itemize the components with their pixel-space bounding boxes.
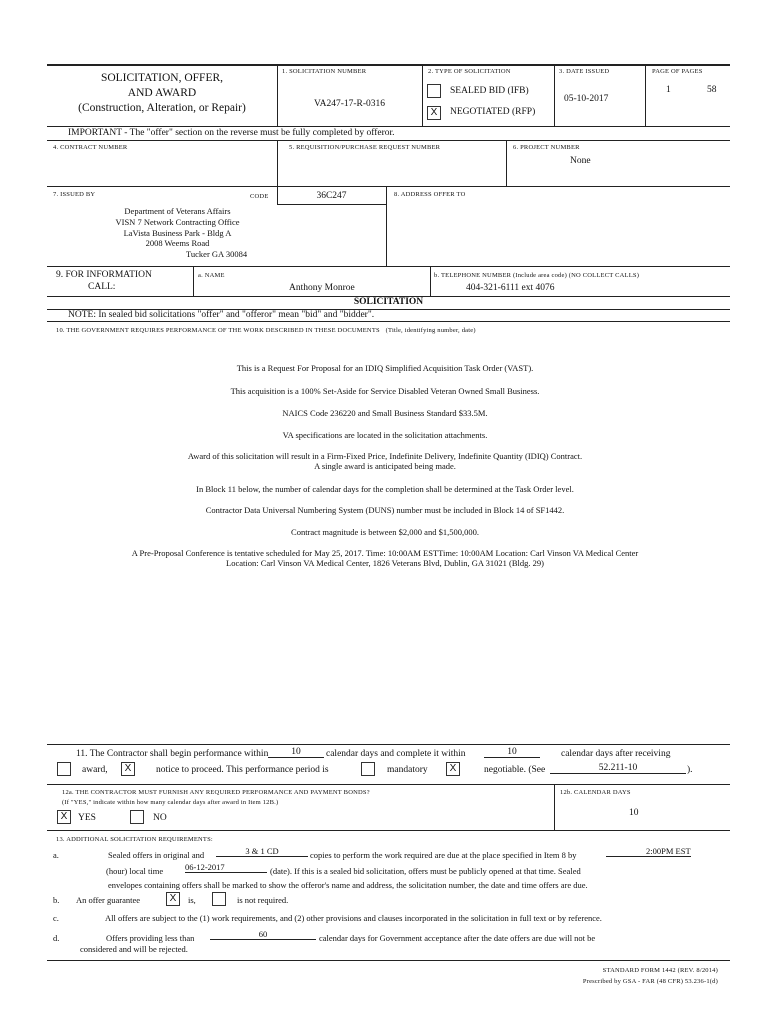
header-divider-2 [422,64,423,126]
guarantee-is-label: is, [188,895,196,905]
solicitation-number-label: 1. SOLICITATION NUMBER [282,68,367,75]
clause-close: ). [687,765,693,775]
item-d-text-3: considered and will be rejected. [80,944,188,954]
guarantee-not-checkbox[interactable] [212,892,226,906]
body-paragraph-4: VA specifications are located in the solicitation attachments. [282,430,488,440]
body-paragraph-11: Location: Carl Vinson VA Medical Center, 1826 Veterans Blvd, Dublin, GA 31021 (Bldg. 29) [226,558,544,568]
item-c-letter: c. [53,913,59,923]
bonds-no-checkbox[interactable] [130,810,144,824]
important-note: IMPORTANT - The "offer" section on the reverse must be fully completed by offeror. [68,128,395,138]
header-divider-3 [554,64,555,126]
body-paragraph-6: A single award is anticipated being made. [314,461,456,471]
negotiated-checkbox[interactable]: X [427,106,441,120]
form-title-line3: (Construction, Alteration, or Repair) [78,102,246,114]
item-d-text-2: calendar days for Government acceptance after the date offers are due will not be [319,933,596,943]
calendar-days-label: 12b. CALENDAR DAYS [560,789,631,796]
bottom-border [47,960,730,961]
award-checkbox[interactable] [57,762,71,776]
page-number: 1 [666,85,671,95]
header-divider-1 [277,64,278,126]
negotiable-checkbox[interactable]: X [446,762,460,776]
issued-by-label: 7. ISSUED BY [53,191,96,198]
due-time: 2:00PM EST [606,846,691,857]
bonds-yes-label: YES [78,813,96,823]
header-bottom-line [47,126,730,127]
project-number-label: 6. PROJECT NUMBER [513,144,580,151]
row7-top-line [47,186,730,187]
acceptance-days: 60 [210,929,316,940]
item-a-text-2: copies to perform the work required are due at the place specified in Item 8 by [310,850,577,860]
body-paragraph-3: NAICS Code 236220 and Small Business Standard $33.5M. [282,408,488,418]
negotiated-label: NEGOTIATED (RFP) [450,107,536,117]
sealed-bid-checkbox[interactable] [427,84,441,98]
note-bottom-line [47,321,730,322]
total-pages: 58 [707,85,717,95]
issuer-address-line3: LaVista Business Park - Bldg A [123,228,232,238]
code-label: CODE [250,193,269,200]
top-border [47,64,730,66]
body-paragraph-2: This acquisition is a 100% Set-Aside for Service Disabled Veteran Owned Small Business. [230,386,540,396]
block11-text-2: calendar days and complete it within [326,749,466,759]
form-title-line2: AND AWARD [127,87,197,99]
requisition-number-label: 5. REQUISITION/PURCHASE REQUEST NUMBER [289,144,441,151]
notice-to-proceed-label: notice to proceed. This performance period is [156,765,329,775]
calendar-days-value: 10 [629,808,639,818]
contact-name: Anthony Monroe [289,283,355,293]
solicitation-number: VA247-17-R-0316 [313,99,386,109]
item-b-letter: b. [53,895,60,905]
contact-name-label: a. NAME [198,272,225,279]
far-clause-reference: 52.211-10 [550,763,686,774]
contract-number-label: 4. CONTRACT NUMBER [53,144,128,151]
info-call-label-line1: 9. FOR INFORMATION [56,270,152,280]
offer-guarantee-label: An offer guarantee [76,895,141,905]
item-a-text-3: (date). If this is a sealed bid solicitation, offers must be publicly opened at that time. Sealed [270,866,581,876]
block12-divider [554,784,555,830]
mandatory-checkbox[interactable] [361,762,375,776]
award-label: award, [82,765,108,775]
header-divider-4 [645,64,646,126]
row9-divider-1 [193,266,194,296]
body-paragraph-8: Contractor Data Universal Numbering System (DUNS) number must be included in Block 14 of SF1442. [205,505,565,515]
block8-divider [386,186,387,266]
due-date: 06-12-2017 [185,862,267,873]
start-days: 10 [268,747,324,758]
hour-local-time: (hour) local time [106,866,164,876]
body-paragraph-5: Award of this solicitation will result in a Firm-Fixed Price, Indefinite Delivery, Indefinite Quantity (IDIQ) Contract. [187,451,583,461]
issuer-address-line5: Tucker GA 30084 [186,249,248,259]
body-paragraph-10: A Pre-Proposal Conference is tentative scheduled for May 25, 2017. Time: 10:00AM ESTTime: 10:00AM Location: Carl Vinson VA Medical Center [131,548,639,558]
type-of-solicitation-label: 2. TYPE OF SOLICITATION [428,68,511,75]
solicitation-heading: SOLICITATION [353,297,424,307]
block13-top-line [47,830,730,831]
copies-count: 3 & 1 CD [216,846,308,857]
issuer-code: 36C247 [316,191,347,201]
item-a-text-4: envelopes containing offers shall be marked to show the offeror's name and address, the solicitation number, the date and time offers are due. [108,880,588,890]
issuer-address-line1: Department of Veterans Affairs [124,206,231,216]
block10-label-text: 10. THE GOVERNMENT REQUIRES PERFORMANCE OF THE WORK DESCRIBED IN THESE DOCUMENTS [56,327,380,334]
sealed-bid-label: SEALED BID (IFB) [450,86,529,96]
date-issued-label: 3. DATE ISSUED [559,68,610,75]
block10-label-suffix: (Title, identifying number, date) [385,327,476,334]
telephone-label: b. TELEPHONE NUMBER (Include area code) (NO COLLECT CALLS) [434,272,640,279]
bonds-no-label: NO [153,813,167,823]
guarantee-is-checkbox[interactable]: X [166,892,180,906]
sealed-bid-note: NOTE: In sealed bid solicitations "offer" and "offeror" mean "bid" and "bidder". [68,310,375,320]
mandatory-label: mandatory [387,765,428,775]
body-paragraph-1: This is a Request For Proposal for an IDIQ Simplified Acquisition Task Order (VAST). [236,363,534,373]
issuer-address-line2: VISN 7 Network Contracting Office [115,217,240,227]
prescribed-by: Prescribed by GSA - FAR (48 CFR) 53.236-1(d) [582,978,718,985]
item-d-text-1: Offers providing less than [106,933,195,943]
form-title-line1: SOLICITATION, OFFER, [100,72,224,84]
item-d-letter: d. [53,933,60,943]
address-offer-to-label: 8. ADDRESS OFFER TO [394,191,466,198]
item-c-text: All offers are subject to the (1) work requirements, and (2) other provisions and clauses incorporated in the solicitation in full text or by reference. [105,913,602,923]
row4-divider-2 [506,140,507,186]
bonds-sub-label: (If "YES," indicate within how many calendar days after award in Item 12B.) [62,799,279,806]
block11-top-line [47,744,730,745]
project-number: None [570,156,591,166]
bonds-yes-checkbox[interactable]: X [57,810,71,824]
guarantee-not-label: is not required. [237,895,289,905]
block11-text-3: calendar days after receiving [561,749,671,759]
bonds-label: 12a. THE CONTRACTOR MUST FURNISH ANY REQUIRED PERFORMANCE AND PAYMENT BONDS? [62,789,370,796]
telephone-number: 404-321-6111 ext 4076 [466,283,555,293]
row4-top-line [47,140,730,141]
form-number: STANDARD FORM 1442 (REV. 8/2014) [602,967,718,974]
row4-divider-1 [277,140,278,186]
info-call-label-line2: CALL: [88,282,116,292]
issuer-address-line4: 2008 Weems Road [145,238,210,248]
block11-text-1: 11. The Contractor shall begin performance within [76,749,269,759]
code-bottom-line [277,204,386,205]
block12-top-line [47,784,730,785]
negotiable-label: negotiable. (See [484,765,546,775]
additional-requirements-label: 13. ADDITIONAL SOLICITATION REQUIREMENTS: [56,836,213,843]
row9-divider-2 [430,266,431,296]
row9-top-line [47,266,730,267]
body-paragraph-9: Contract magnitude is between $2,000 and $1,500,000. [291,527,479,537]
block10-label [56,327,476,334]
item-a-letter: a. [53,850,59,860]
item-a-text-1: Sealed offers in original and [108,850,205,860]
date-issued: 05-10-2017 [564,94,609,104]
notice-to-proceed-checkbox[interactable]: X [121,762,135,776]
page-of-pages-label: PAGE OF PAGES [652,68,703,75]
completion-days: 10 [484,747,540,758]
body-paragraph-7: In Block 11 below, the number of calendar days for the completion shall be determined at the Task Order level. [196,484,574,494]
